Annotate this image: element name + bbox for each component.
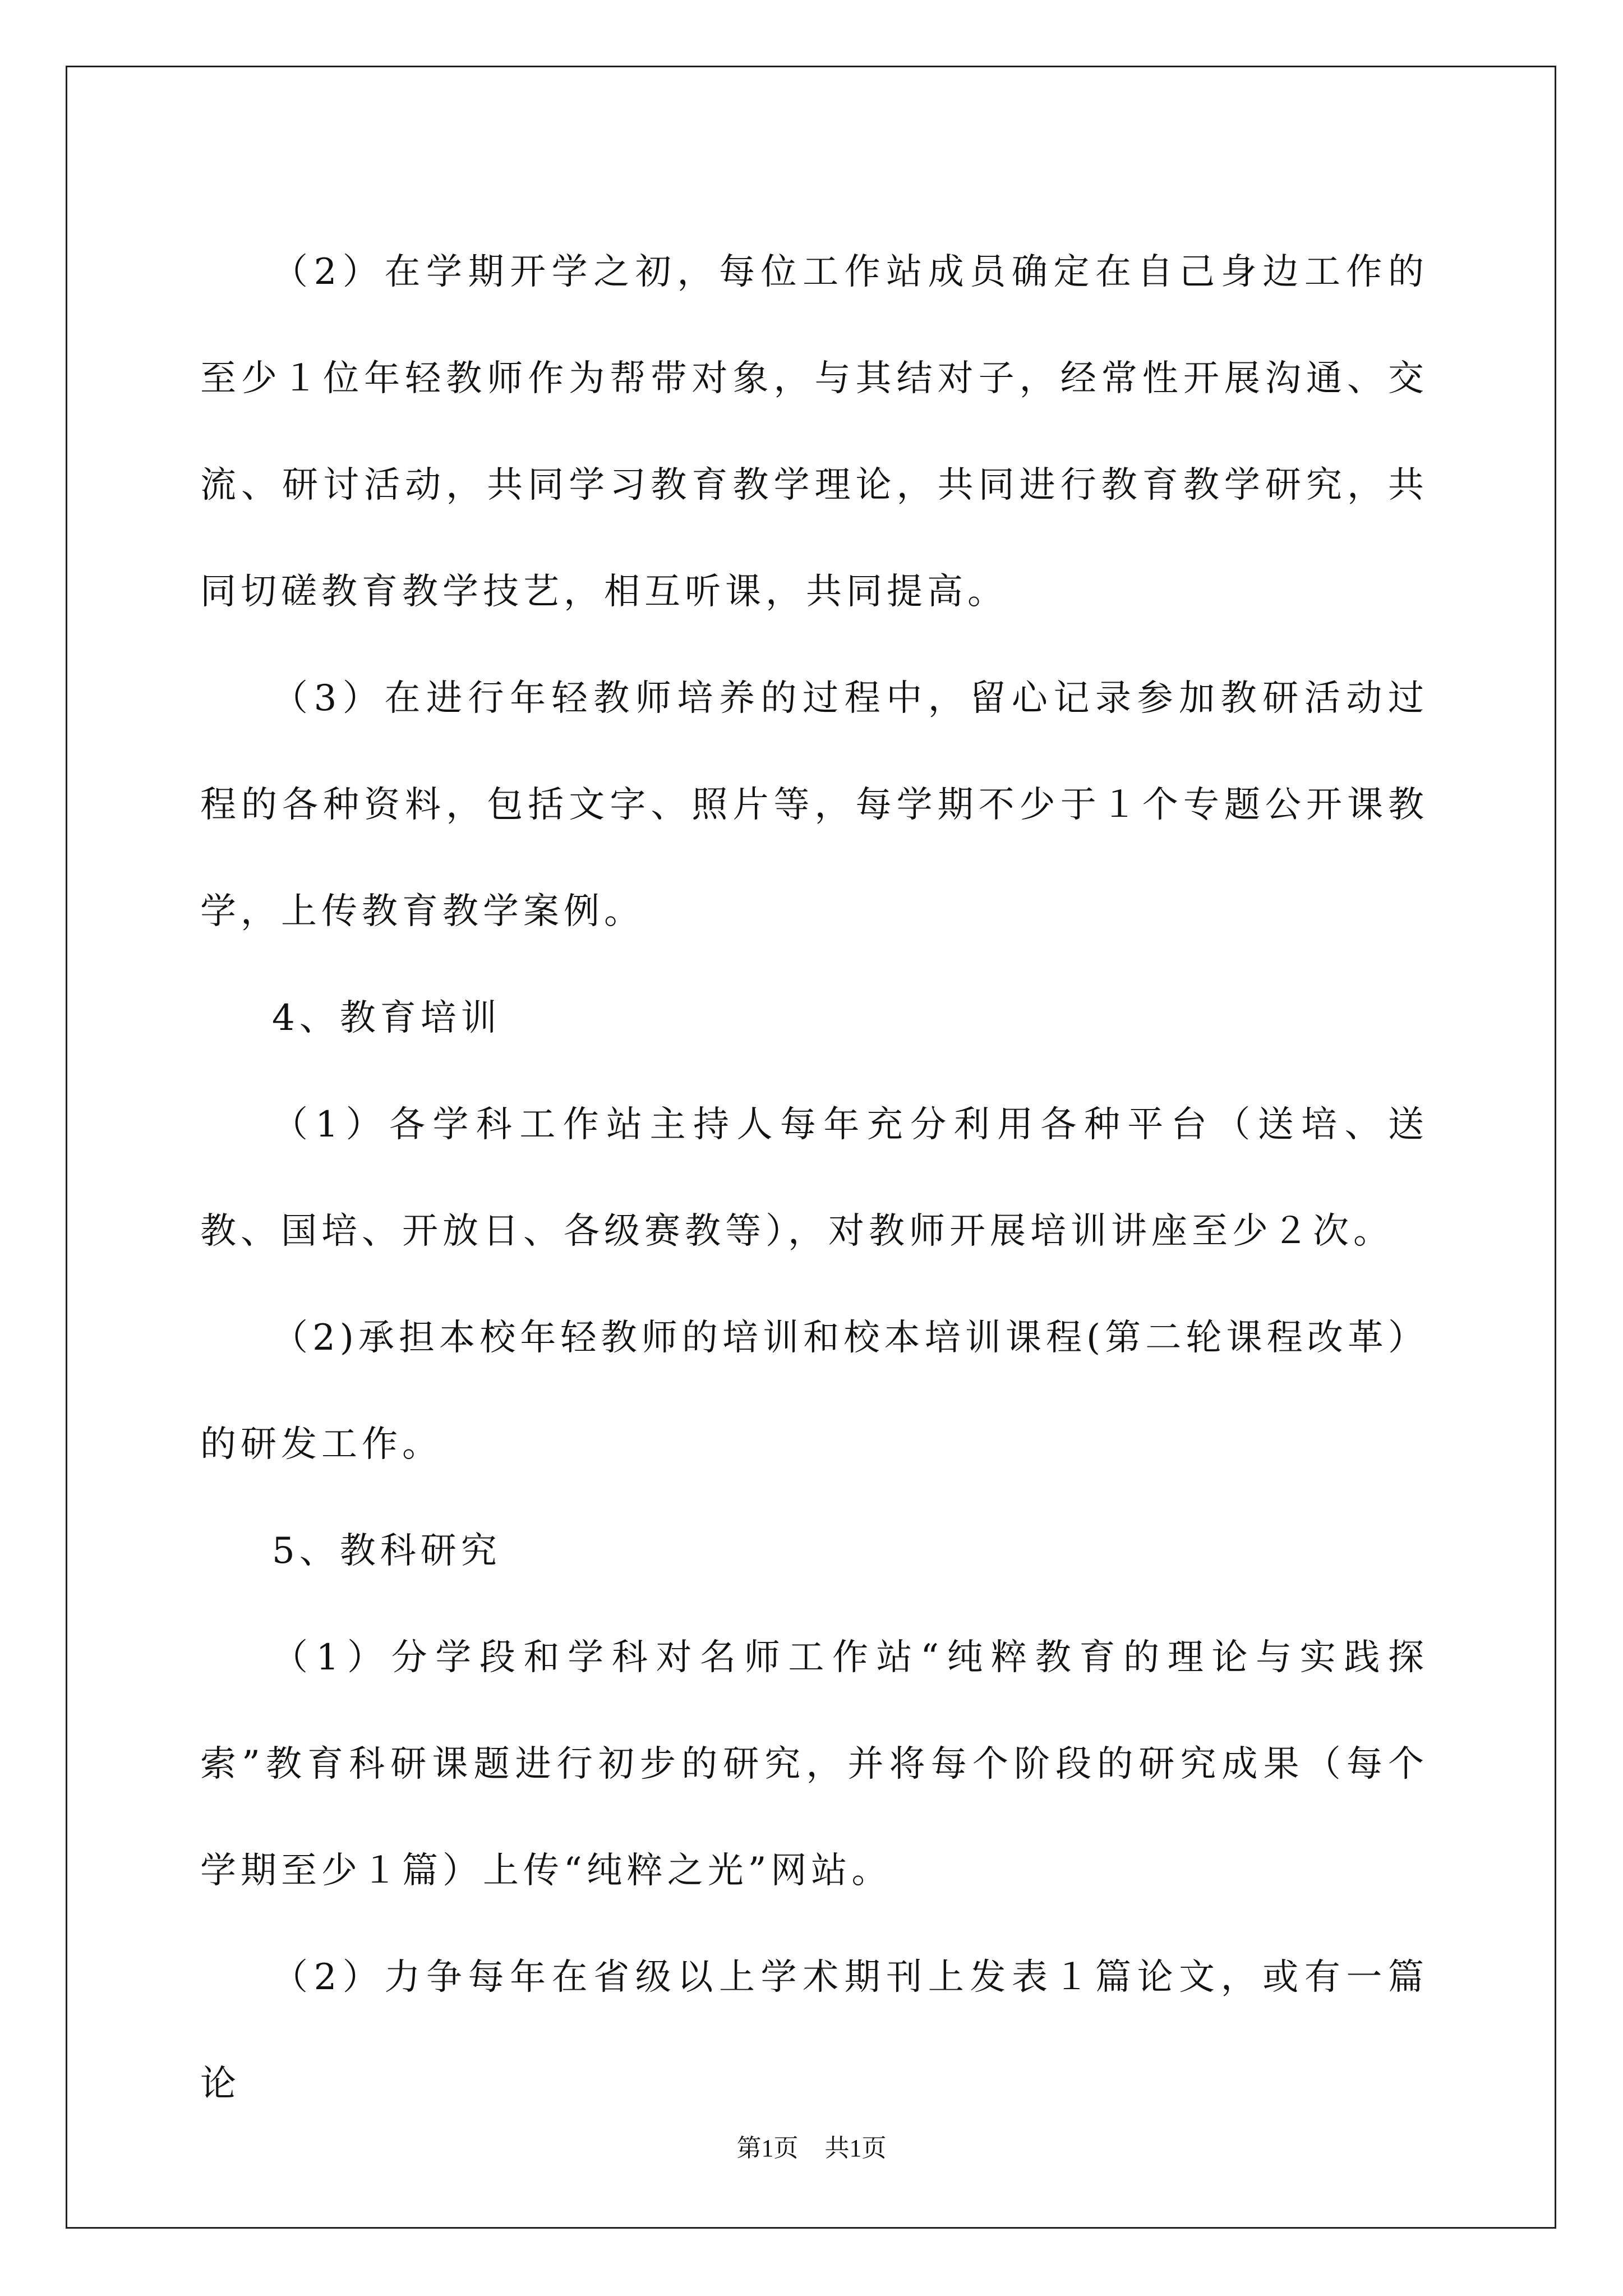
paragraph: （2）力争每年在省级以上学术期刊上发表１篇论文，或有一篇论: [200, 1957, 1428, 2105]
paragraph: （1）分学段和学科对名师工作站“纯粹教育的理论与实践探索”教育科研课题进行初步的研究，并将每个阶段的研究成果（每个学期至少１篇）上传“纯粹之光”网站。: [200, 1637, 1428, 1892]
paragraph: （3）在进行年轻教师培养的过程中，留心记录参加教研活动过程的各种资料，包括文字、照片等，每学期不少于１个专题公开课教学，上传教育教学案例。: [200, 678, 1428, 932]
page-total: 共1页: [824, 2134, 887, 2162]
document-body: [200, 219, 1428, 2137]
section-heading: 5、教科研究: [272, 1530, 501, 1572]
paragraph: （2)承担本校年轻教师的培训和校本培训课程(第二轮课程改革）的研发工作。: [200, 1317, 1428, 1465]
page-number: 第1页: [736, 2134, 799, 2162]
page-footer: [0, 2132, 1623, 2165]
paragraph: （2）在学期开学之初，每位工作站成员确定在自己身边工作的至少１位年轻教师作为帮带对象，与其结对子，经常性开展沟通、交流、研讨活动，共同学习教育教学理论，共同进行教育教学研究，共同切磋教育教学技艺，相互听课，共同提高。: [200, 251, 1428, 613]
section-heading: 4、教育培训: [272, 997, 501, 1039]
paragraph: （1）各学科工作站主持人每年充分利用各种平台（送培、送教、国培、开放日、各级赛教等），对教师开展培训讲座至少２次。: [200, 1104, 1428, 1252]
